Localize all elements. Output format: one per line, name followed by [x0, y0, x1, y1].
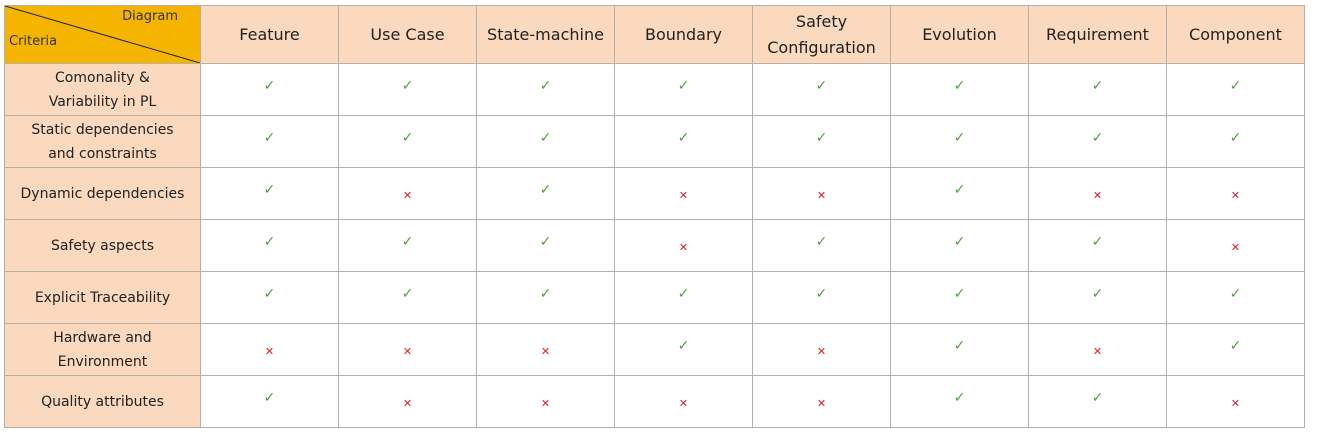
- table-cell: [753, 324, 891, 376]
- table-cell: [477, 376, 615, 428]
- table-cell: [891, 64, 1029, 116]
- column-header: [201, 6, 339, 64]
- cross-mark-icon: ✕: [816, 345, 827, 358]
- table-cell: [339, 376, 477, 428]
- table-cell: [1029, 376, 1167, 428]
- row-header: [5, 272, 201, 324]
- check-mark-icon: ✓: [263, 234, 276, 250]
- check-mark-icon: ✓: [1091, 286, 1104, 302]
- table-cell: [1167, 324, 1305, 376]
- table-cell: [1029, 272, 1167, 324]
- cross-mark-icon: ✕: [402, 345, 413, 358]
- check-mark-icon: ✓: [953, 390, 966, 406]
- column-header: [1029, 6, 1167, 64]
- diagram-axis-label: Diagram: [122, 9, 178, 24]
- comparison-table-container: [4, 5, 1305, 428]
- row-header-label: Static dependencies: [31, 121, 174, 138]
- column-header-label: Boundary: [644, 24, 723, 44]
- table-body: [5, 64, 1305, 428]
- corner-cell: [5, 6, 201, 64]
- row-header: [5, 168, 201, 220]
- row-header-label: Explicit Traceability: [34, 289, 171, 306]
- check-mark-icon: ✓: [263, 78, 276, 94]
- table-cell: [753, 376, 891, 428]
- check-mark-icon: ✓: [953, 286, 966, 302]
- table-cell: [753, 220, 891, 272]
- check-mark-icon: ✓: [539, 286, 552, 302]
- column-header: [477, 6, 615, 64]
- table-cell: [891, 116, 1029, 168]
- row-header-label: Safety aspects: [50, 237, 155, 254]
- table-cell: [477, 168, 615, 220]
- table-row: [5, 64, 1305, 116]
- row-header: [5, 376, 201, 428]
- table-cell: [615, 324, 753, 376]
- criteria-axis-label: Criteria: [9, 34, 58, 49]
- table-cell: [201, 272, 339, 324]
- check-mark-icon: ✓: [539, 182, 552, 198]
- table-cell: [891, 324, 1029, 376]
- check-mark-icon: ✓: [263, 390, 276, 406]
- table-cell: [201, 64, 339, 116]
- table-cell: [615, 116, 753, 168]
- table-row: [5, 324, 1305, 376]
- table-cell: [1167, 64, 1305, 116]
- check-mark-icon: ✓: [677, 130, 690, 146]
- table-cell: [339, 324, 477, 376]
- check-mark-icon: ✓: [1229, 338, 1242, 354]
- cross-mark-icon: ✕: [264, 345, 275, 358]
- table-cell: [753, 64, 891, 116]
- column-header-label: Evolution: [922, 24, 997, 44]
- table-cell: [615, 376, 753, 428]
- table-cell: [339, 272, 477, 324]
- row-header-label: Dynamic dependencies: [20, 185, 185, 202]
- table-cell: [1167, 376, 1305, 428]
- cross-mark-icon: ✕: [1230, 241, 1241, 254]
- check-mark-icon: ✓: [401, 78, 414, 94]
- cross-mark-icon: ✕: [678, 397, 689, 410]
- table-cell: [201, 376, 339, 428]
- check-mark-icon: ✓: [1229, 78, 1242, 94]
- column-header-label: Feature: [239, 24, 300, 44]
- cross-mark-icon: ✕: [402, 189, 413, 202]
- table-cell: [477, 64, 615, 116]
- row-header-label: Hardware and: [53, 329, 152, 346]
- cross-mark-icon: ✕: [540, 345, 551, 358]
- cross-mark-icon: ✕: [1092, 345, 1103, 358]
- table-cell: [339, 116, 477, 168]
- column-header-label: Requirement: [1046, 24, 1149, 44]
- table-cell: [1029, 324, 1167, 376]
- cross-mark-icon: ✕: [1092, 189, 1103, 202]
- table-cell: [1029, 220, 1167, 272]
- check-mark-icon: ✓: [953, 338, 966, 354]
- check-mark-icon: ✓: [953, 130, 966, 146]
- table-cell: [753, 168, 891, 220]
- check-mark-icon: ✓: [401, 234, 414, 250]
- cross-mark-icon: ✕: [678, 241, 689, 254]
- table-cell: [1167, 168, 1305, 220]
- table-cell: [891, 272, 1029, 324]
- table-cell: [201, 168, 339, 220]
- row-header: [5, 324, 201, 376]
- table-row: [5, 376, 1305, 428]
- table-cell: [339, 168, 477, 220]
- column-header-label: Component: [1189, 24, 1282, 44]
- check-mark-icon: ✓: [401, 130, 414, 146]
- table-cell: [477, 272, 615, 324]
- row-header-label: Quality attributes: [41, 393, 164, 410]
- header-row: [5, 6, 1305, 64]
- check-mark-icon: ✓: [1091, 234, 1104, 250]
- row-header-label: and constraints: [48, 145, 157, 162]
- cross-mark-icon: ✕: [678, 189, 689, 202]
- column-header: [891, 6, 1029, 64]
- table-cell: [615, 272, 753, 324]
- check-mark-icon: ✓: [677, 338, 690, 354]
- table-cell: [339, 64, 477, 116]
- cross-mark-icon: ✕: [816, 397, 827, 410]
- table-cell: [477, 324, 615, 376]
- table-cell: [891, 376, 1029, 428]
- check-mark-icon: ✓: [815, 234, 828, 250]
- column-header: [615, 6, 753, 64]
- row-header-label: Environment: [57, 353, 148, 370]
- cross-mark-icon: ✕: [402, 397, 413, 410]
- row-header-label: Variability in PL: [48, 93, 157, 110]
- table-cell: [1167, 272, 1305, 324]
- check-mark-icon: ✓: [401, 286, 414, 302]
- table-cell: [891, 220, 1029, 272]
- check-mark-icon: ✓: [539, 234, 552, 250]
- check-mark-icon: ✓: [815, 78, 828, 94]
- table-cell: [1167, 220, 1305, 272]
- cross-mark-icon: ✕: [1230, 397, 1241, 410]
- column-header: [753, 6, 891, 64]
- table-cell: [201, 220, 339, 272]
- cross-mark-icon: ✕: [540, 397, 551, 410]
- table-cell: [201, 324, 339, 376]
- table-row: [5, 168, 1305, 220]
- check-mark-icon: ✓: [539, 78, 552, 94]
- column-header: [1167, 6, 1305, 64]
- check-mark-icon: ✓: [677, 286, 690, 302]
- table-cell: [1029, 168, 1167, 220]
- table-cell: [339, 220, 477, 272]
- table-cell: [201, 116, 339, 168]
- row-header: [5, 220, 201, 272]
- check-mark-icon: ✓: [263, 182, 276, 198]
- row-header: [5, 64, 201, 116]
- check-mark-icon: ✓: [815, 286, 828, 302]
- column-header-label: Configuration: [767, 37, 876, 57]
- table-row: [5, 272, 1305, 324]
- check-mark-icon: ✓: [815, 130, 828, 146]
- table-cell: [753, 272, 891, 324]
- row-header-label: Comonality &: [55, 69, 150, 86]
- table-cell: [1167, 116, 1305, 168]
- check-mark-icon: ✓: [539, 130, 552, 146]
- column-header: [339, 6, 477, 64]
- table-cell: [615, 220, 753, 272]
- check-mark-icon: ✓: [953, 234, 966, 250]
- cross-mark-icon: ✕: [1230, 189, 1241, 202]
- table-cell: [1029, 116, 1167, 168]
- check-mark-icon: ✓: [263, 130, 276, 146]
- column-header-label: Use Case: [370, 24, 445, 44]
- table-cell: [891, 168, 1029, 220]
- table-cell: [615, 168, 753, 220]
- table-row: [5, 116, 1305, 168]
- column-header-label: State-machine: [487, 24, 604, 44]
- check-mark-icon: ✓: [953, 78, 966, 94]
- table-cell: [753, 116, 891, 168]
- table-row: [5, 220, 1305, 272]
- check-mark-icon: ✓: [1229, 130, 1242, 146]
- check-mark-icon: ✓: [1091, 390, 1104, 406]
- check-mark-icon: ✓: [1091, 78, 1104, 94]
- row-header: [5, 116, 201, 168]
- check-mark-icon: ✓: [263, 286, 276, 302]
- table-cell: [1029, 64, 1167, 116]
- comparison-table: [4, 5, 1305, 428]
- table-cell: [477, 220, 615, 272]
- check-mark-icon: ✓: [953, 182, 966, 198]
- check-mark-icon: ✓: [677, 78, 690, 94]
- table-cell: [477, 116, 615, 168]
- cross-mark-icon: ✕: [816, 189, 827, 202]
- table-cell: [615, 64, 753, 116]
- check-mark-icon: ✓: [1091, 130, 1104, 146]
- column-header-label: Safety: [795, 11, 848, 31]
- check-mark-icon: ✓: [1229, 286, 1242, 302]
